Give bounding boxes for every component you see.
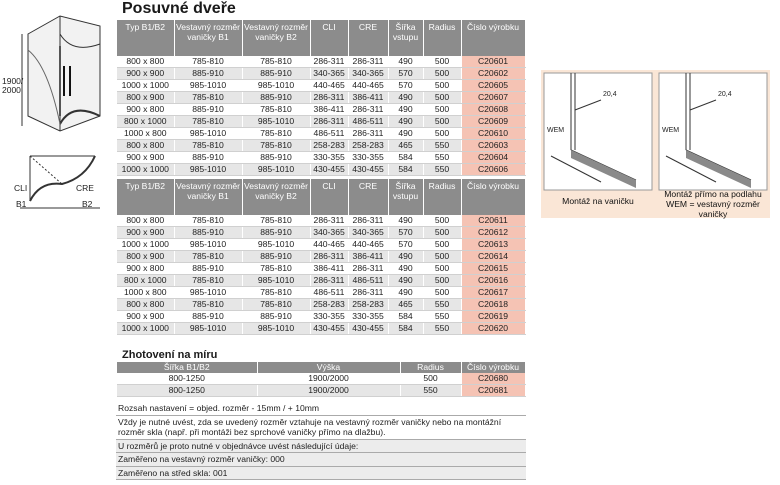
col-radius: Radius [423,179,461,215]
table-cell: C20680 [461,373,525,385]
table-row [117,116,525,128]
table-cell: 885-910 [242,152,310,164]
table-cell: 386-411 [348,92,388,104]
table-row [117,385,525,397]
col-b2: Vestavný rozměr vaničky B2 [242,179,310,215]
table-cell: 490 [388,275,423,287]
table-cell: 800 x 800 [117,215,174,227]
table-cell: C20616 [461,275,525,287]
table-cell: C20601 [461,56,525,68]
table-cell: 465 [388,299,423,311]
table-cell: 500 [423,80,461,92]
col-cre: CRE [348,20,388,56]
table-cell: 900 x 900 [117,68,174,80]
table-cell: 550 [423,311,461,323]
b1-label: B1 [16,199,27,209]
table-cell: 490 [388,287,423,299]
table-cell: 1000 x 1000 [117,323,174,335]
spec-table-2 [117,179,526,335]
table-cell: 330-355 [348,152,388,164]
table-cell: C20606 [461,164,525,176]
table-cell: 885-910 [174,263,242,275]
table-cell: 258-283 [310,299,348,311]
note-line: Zaměřeno na střed skla: 001 [116,467,526,481]
table-cell: 490 [388,56,423,68]
table-cell: 800 x 800 [117,56,174,68]
table-cell: 286-311 [348,215,388,227]
table-cell: 340-365 [348,68,388,80]
col-type: Typ B1/B2 [117,179,174,215]
table-row [117,128,525,140]
table-cell: 286-311 [310,215,348,227]
table-cell: 800-1250 [117,385,257,397]
table-cell: 900 x 900 [117,152,174,164]
col-width: Šířka vstupu [388,20,423,56]
table-cell: 486-511 [348,275,388,287]
table-cell: 486-511 [310,128,348,140]
enclosure-drawing [28,16,100,131]
table-cell: 985-1010 [174,164,242,176]
table-cell: 800 x 800 [117,299,174,311]
note-line: Zaměřeno na vestavný rozměr vaničky: 000 [116,453,526,467]
table-row [117,104,525,116]
table-cell: 584 [388,311,423,323]
table-cell: C20607 [461,92,525,104]
table-row [117,299,525,311]
table-cell: 985-1010 [174,287,242,299]
spec-table-1 [117,20,526,176]
table-cell: 800 x 900 [117,251,174,263]
table-cell: 286-311 [348,263,388,275]
table-cell: 500 [400,373,461,385]
table-cell: 500 [423,92,461,104]
cre-label: CRE [76,183,94,193]
table-cell: 1000 x 1000 [117,80,174,92]
table-cell: 430-455 [310,164,348,176]
table-cell: 550 [423,164,461,176]
table-cell: 584 [388,164,423,176]
col-b1: Vestavný rozměr vaničky B1 [174,179,242,215]
table-cell: 785-810 [242,215,310,227]
table-cell: C20602 [461,68,525,80]
table-cell: 258-283 [310,140,348,152]
table-cell: 550 [423,323,461,335]
col-b2: Vestavný rozměr vaničky B2 [242,20,310,56]
col-custom-height: Výška [257,362,400,373]
table-cell: 286-311 [348,56,388,68]
table-cell: 570 [388,239,423,251]
table-cell: 985-1010 [174,128,242,140]
table-cell: C20614 [461,251,525,263]
table-cell: 900 x 900 [117,311,174,323]
table-row [117,287,525,299]
table-cell: 330-355 [310,152,348,164]
table-cell: C20681 [461,385,525,397]
table-cell: 286-311 [310,251,348,263]
table-cell: 1900/2000 [257,373,400,385]
table-row [117,373,525,385]
col-cli: CLI [310,20,348,56]
table-cell: 800 x 900 [117,92,174,104]
table-row [117,263,525,275]
table-cell: 985-1010 [242,164,310,176]
table-cell: 500 [423,56,461,68]
table-cell: 330-355 [348,311,388,323]
table-cell: 900 x 800 [117,104,174,116]
table-cell: C20610 [461,128,525,140]
dim-right: 20,4 [718,91,732,98]
table-cell: 1900/2000 [257,385,400,397]
notes [116,402,526,480]
table-cell: 500 [423,68,461,80]
table-cell: 465 [388,140,423,152]
table-row [117,251,525,263]
table-cell: C20617 [461,287,525,299]
table-cell: C20608 [461,104,525,116]
table-cell: 785-810 [174,251,242,263]
col-width: Šířka vstupu [388,179,423,215]
table-cell: 985-1010 [242,239,310,251]
wem-right: WEM [662,127,680,134]
b2-label: B2 [82,199,93,209]
table-row [117,227,525,239]
table-cell: 1000 x 800 [117,287,174,299]
table-cell: 286-311 [310,116,348,128]
table-cell: 550 [423,152,461,164]
table-cell: 785-810 [242,140,310,152]
table-cell: 785-810 [242,287,310,299]
table-cell: 258-283 [348,140,388,152]
table-cell: 440-465 [348,239,388,251]
table-cell: C20620 [461,323,525,335]
table-cell: 500 [423,287,461,299]
table-row [117,311,525,323]
table-cell: 1000 x 1000 [117,164,174,176]
table-cell: 550 [400,385,461,397]
table-cell: 885-910 [174,152,242,164]
table-cell: 785-810 [174,56,242,68]
table-cell: 570 [388,227,423,239]
table-cell: 440-465 [310,80,348,92]
table-cell: 490 [388,215,423,227]
note-line: U rozměrů je proto nutné v objednávce uvést následující údaje: [116,440,526,454]
table-cell: 490 [388,251,423,263]
table-cell: 500 [423,116,461,128]
col-cli: CLI [310,179,348,215]
table-cell: 785-810 [242,56,310,68]
table-cell: 500 [423,275,461,287]
table-cell: 584 [388,323,423,335]
table-cell: 430-455 [348,323,388,335]
table-cell: 500 [423,227,461,239]
table-cell: 800 x 1000 [117,275,174,287]
table-cell: 900 x 900 [117,227,174,239]
col-type: Typ B1/B2 [117,20,174,56]
table-cell: 1000 x 1000 [117,239,174,251]
table-cell: 258-283 [348,299,388,311]
table-cell: 785-810 [174,275,242,287]
note-line: Rozsah nastavení = objed. rozměr - 15mm / + 10mm [116,402,526,416]
table-cell: 800-1250 [117,373,257,385]
table-row [117,68,525,80]
table-cell: 885-910 [174,68,242,80]
table-cell: 490 [388,104,423,116]
table-cell: 490 [388,92,423,104]
table-cell: 286-311 [310,92,348,104]
table-cell: 985-1010 [174,80,242,92]
table-cell: 550 [423,140,461,152]
cli-label: CLI [14,183,28,193]
table-row [117,275,525,287]
table-cell: C20618 [461,299,525,311]
table-row [117,164,525,176]
table-cell: 785-810 [242,299,310,311]
table-cell: 985-1010 [174,239,242,251]
table-cell: C20603 [461,140,525,152]
col-radius: Radius [423,20,461,56]
custom-table [117,362,526,397]
table-cell: 885-910 [242,227,310,239]
table-cell: 486-511 [310,287,348,299]
table-cell: 800 x 800 [117,140,174,152]
wem-left: WEM [547,127,565,134]
table-row [117,92,525,104]
page-title: Posuvné dveře [122,0,236,17]
table-cell: 1000 x 800 [117,128,174,140]
note-line: Vždy je nutné uvést, zda se uvedený rozměr vztahuje na vestavný rozměr vaničky nebo na montážní rozměr skla (např. při montáži bez sprchové vaničky přímo na dlažbu). [116,416,526,440]
table-cell: C20615 [461,263,525,275]
table-cell: 386-411 [310,263,348,275]
height-label: 1900/ 2000 [2,76,24,95]
table-cell: 885-910 [242,311,310,323]
table-cell: 386-411 [348,251,388,263]
table-cell: 885-910 [174,104,242,116]
table-cell: 440-465 [348,80,388,92]
table-cell: 286-311 [348,287,388,299]
table-row [117,239,525,251]
table-cell: 500 [423,104,461,116]
table-cell: 800 x 1000 [117,116,174,128]
table-cell: 785-810 [174,299,242,311]
table-cell: 570 [388,80,423,92]
table-cell: 570 [388,68,423,80]
table-cell: C20619 [461,311,525,323]
table-row [117,323,525,335]
table-cell: C20609 [461,116,525,128]
table-cell: 340-365 [348,227,388,239]
table-cell: 430-455 [310,323,348,335]
col-b1: Vestavný rozměr vaničky B1 [174,20,242,56]
table-cell: C20613 [461,239,525,251]
table-cell: 286-311 [348,128,388,140]
table-cell: 286-311 [348,104,388,116]
table-cell: 900 x 800 [117,263,174,275]
table-row [117,56,525,68]
caption-floor: Montáž přímo na podlahu WEM = vestavný rozměr vaničky [664,189,762,219]
table-cell: 985-1010 [242,275,310,287]
table-cell: 785-810 [242,128,310,140]
table-cell: 785-810 [174,215,242,227]
table-cell: 885-910 [174,311,242,323]
table-row [117,215,525,227]
col-custom-radius: Radius [400,362,461,373]
table-row [117,140,525,152]
table-cell: 330-355 [310,311,348,323]
table-row [117,80,525,92]
table-cell: 785-810 [242,104,310,116]
table-cell: 490 [388,263,423,275]
table-cell: 286-311 [310,275,348,287]
table-cell: 785-810 [174,92,242,104]
table-cell: 584 [388,152,423,164]
table-cell: 985-1010 [174,323,242,335]
table-cell: 785-810 [174,116,242,128]
table-cell: 550 [423,299,461,311]
col-custom-code: Číslo výrobku [461,362,525,373]
table-cell: 386-411 [310,104,348,116]
table-cell: 286-311 [310,56,348,68]
table-cell: 500 [423,215,461,227]
installation-panel [541,70,770,218]
caption-tray: Montáž na vaničku [562,196,634,206]
table-cell: 985-1010 [242,323,310,335]
col-cre: CRE [348,179,388,215]
col-custom-width: Šířka B1/B2 [117,362,257,373]
table-row [117,152,525,164]
table-cell: 500 [423,251,461,263]
table-cell: 885-910 [242,68,310,80]
table-cell: 490 [388,128,423,140]
table-cell: 885-910 [242,251,310,263]
table-cell: 785-810 [242,263,310,275]
table-cell: 340-365 [310,68,348,80]
table-cell: 340-365 [310,227,348,239]
table-cell: C20605 [461,80,525,92]
table-cell: 490 [388,116,423,128]
dim-left: 20,4 [603,91,617,98]
table-cell: 430-455 [348,164,388,176]
table-cell: 500 [423,239,461,251]
table-cell: 885-910 [174,227,242,239]
table-cell: 885-910 [242,92,310,104]
col-code: Číslo výrobku [461,20,525,56]
table-cell: 985-1010 [242,116,310,128]
table-cell: 486-511 [348,116,388,128]
custom-title: Zhotovení na míru [122,349,218,361]
table-cell: C20612 [461,227,525,239]
table-cell: C20604 [461,152,525,164]
table-cell: 785-810 [174,140,242,152]
col-code: Číslo výrobku [461,179,525,215]
table-cell: 985-1010 [242,80,310,92]
table-cell: 500 [423,263,461,275]
table-cell: C20611 [461,215,525,227]
table-cell: 500 [423,128,461,140]
table-cell: 440-465 [310,239,348,251]
